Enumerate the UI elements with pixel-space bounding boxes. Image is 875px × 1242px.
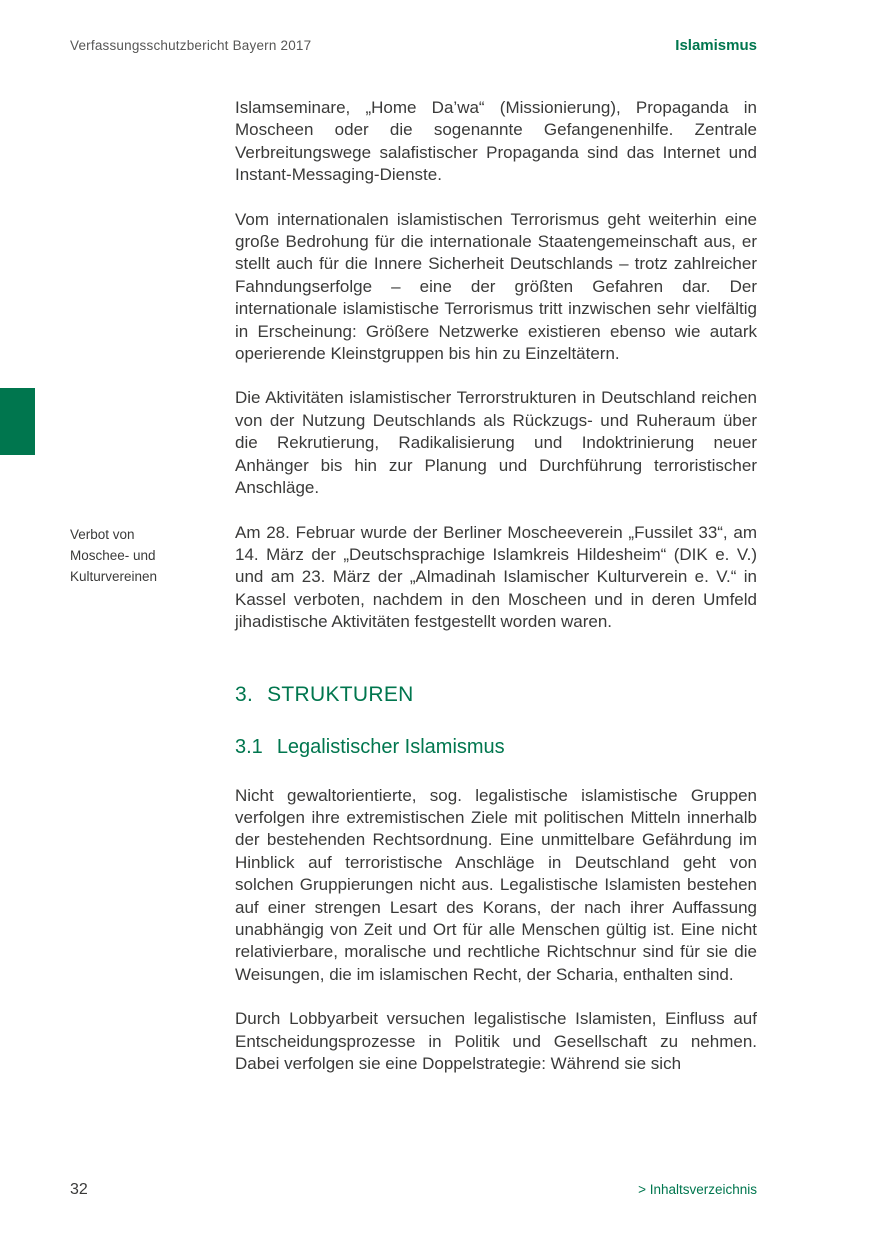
margin-column [70,522,235,587]
body-paragraph: Durch Lobbyarbeit versuchen legalistische Islamisten, Einfluss auf Entscheidungsprozesse in Politik und Gesellschaft zu nehmen. Dabei verfolgen sie eine Doppelstrategie: Während sie sich [235,1009,757,1073]
section-heading [235,682,757,708]
body-paragraph: Nicht gewaltorientierte, sog. legalistische islamistische Gruppen verfolgen ihre extremistischen Ziele mit politischen Mitteln innerhalb der bestehenden Rechtsordnung. Eine unmittelbare Gefährdung im Hinblick auf terroristische Anschläge in Deutschland geht von solchen Gruppierungen nicht aus. Legalistische Islamisten bestehen auf einer strengen Lesart des Korans, der nach ihrer Auffassung unabhängig von Zeit und Ort für alle Menschen gültig ist. Eine nicht relativierbare, moralische und rechtliche Richtschnur sind für sie die Weisungen, die im islamischen Recht, der Scharia, enthalten sind. [235,785,757,984]
section-number: 3. [235,682,254,706]
text-block [70,97,757,522]
body-paragraph: Vom internationalen islamistischen Terrorismus geht weiterhin eine große Bedrohung für die internationale Staatengemeinschaft aus, er stellt auch für die Innere Sicherheit Deutschlands – trotz zahlreicher Fahndungserfolge – eine der größten Gefahren dar. Der internationale islamistische Terrorismus tritt inzwischen sehr vielfältig in Erscheinung: Größere Netzwerke existieren ebenso wie autark operierende Kleinstgruppen bis hin zu Einzeltätern. [235,209,757,364]
text-column [235,522,757,656]
subsection-number: 3.1 [235,735,263,758]
subsection-heading [235,735,757,760]
chapter-edge-marker [0,388,35,455]
subsection-title: Legalistischer Islamismus [276,735,505,758]
page-body [70,97,757,1075]
text-column [235,97,757,522]
text-column [235,656,757,1076]
chapter-title: Islamismus [675,37,757,54]
page-header [70,37,757,54]
page-footer [70,1181,757,1199]
margin-note: Verbot von Moschee- und Kulturvereinen [70,526,158,584]
report-title: Verfassungsschutzbericht Bayern 2017 [70,38,312,53]
section-title: STRUKTUREN [267,682,414,706]
text-block-with-note [70,522,757,656]
toc-link[interactable]: > Inhaltsverzeichnis [638,1182,757,1197]
body-paragraph: Die Aktivitäten islamistischer Terrorstrukturen in Deutschland reichen von der Nutzung Deutschlands als Rückzugs- und Ruheraum über die Rekrutierung, Radikalisierung und Indoktrinierung neuer Anhänger bis hin zur Planung und Durchführung terroristischer Anschläge. [235,388,757,498]
body-paragraph: Islamseminare, „Home Da’wa“ (Missionierung), Propaganda in Moscheen oder die sogenannte Gefangenenhilfe. Zentrale Verbreitungswege salafistischer Propaganda sind das Internet und Instant-Messaging-Dienste. [235,98,757,185]
page-number: 32 [70,1181,88,1198]
text-block [70,656,757,1076]
body-paragraph: Am 28. Februar wurde der Berliner Moscheeverein „Fussilet 33“, am 14. März der „Deutschsprachige Islamkreis Hildesheim“ (DIK e. V.) und am 23. März der „Almadinah Islamischer Kulturverein e. V.“ in Kassel verboten, nachdem in den Moscheen und in deren Umfeld jihadistische Aktivitäten festgestellt worden waren. [235,522,757,632]
